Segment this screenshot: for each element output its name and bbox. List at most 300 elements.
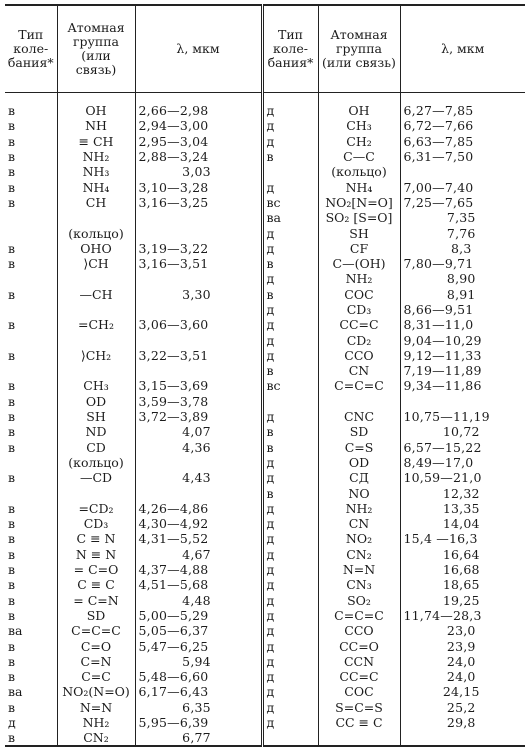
wavelength-right: 7,35 xyxy=(400,210,525,225)
header-wavelength-right: λ, мкм xyxy=(400,5,525,93)
header-type: Тип коле- бания* xyxy=(5,5,57,93)
atomic-group-left: =CH₂ xyxy=(57,317,135,332)
vibration-type-right: д xyxy=(262,593,318,608)
wavelength-right: 8,66—9,51 xyxy=(400,302,525,317)
atomic-group-right: CH₃ xyxy=(318,118,400,133)
vibration-type-left: в xyxy=(8,470,16,486)
wavelength-left: 3,16—3,25 xyxy=(135,195,262,210)
wavelength-left: 4,36 xyxy=(135,440,262,455)
vibration-type-right: д xyxy=(262,669,318,684)
vibration-type-right: д xyxy=(262,531,318,546)
wavelength-right xyxy=(400,730,525,746)
atomic-group-left xyxy=(57,271,135,286)
table-row xyxy=(5,684,525,699)
wavelength-right xyxy=(400,394,525,409)
wavelength-left: 2,94—3,00 xyxy=(135,118,262,133)
atomic-group-right: SO₂ xyxy=(318,593,400,608)
atomic-group-right: CN₃ xyxy=(318,577,400,592)
table-row xyxy=(5,179,525,194)
vibration-type-right: д xyxy=(262,455,318,470)
wavelength-left: 4,37—4,88 xyxy=(135,562,262,577)
vibration-type-right: в xyxy=(262,149,318,164)
atomic-group-left: CD xyxy=(57,440,135,455)
wavelength-left: 5,94 xyxy=(135,654,262,669)
vibration-type-left xyxy=(5,302,57,317)
atomic-group-left xyxy=(57,485,135,500)
atomic-group-left: C=O xyxy=(57,638,135,653)
table-row xyxy=(5,363,525,378)
wavelength-right: 8,91 xyxy=(400,287,525,302)
atomic-group-left: ⟩CH xyxy=(57,256,135,271)
vibration-type-left: в xyxy=(8,424,16,440)
table-row xyxy=(5,164,525,179)
vibration-wavelength-table xyxy=(5,4,525,747)
vibration-type-right xyxy=(262,730,318,746)
atomic-group-right: CN₂ xyxy=(318,547,400,562)
wavelength-right: 8,3 xyxy=(400,241,525,256)
wavelength-right: 24,0 xyxy=(400,654,525,669)
atomic-group-right: CCO xyxy=(318,623,400,638)
wavelength-right: 24,0 xyxy=(400,669,525,684)
atomic-group-right: S=C=S xyxy=(318,700,400,715)
vibration-type-right: вс xyxy=(262,378,318,393)
vibration-type-right: д xyxy=(262,638,318,653)
vibration-type-right: д xyxy=(262,225,318,240)
vibration-type-right: д xyxy=(262,348,318,363)
vibration-type-right: д xyxy=(262,562,318,577)
wavelength-left xyxy=(135,363,262,378)
table-row xyxy=(5,455,525,470)
wavelength-left: 5,00—5,29 xyxy=(135,608,262,623)
wavelength-right: 25,2 xyxy=(400,700,525,715)
wavelength-right: 8,90 xyxy=(400,271,525,286)
vibration-type-right: д xyxy=(262,654,318,669)
atomic-group-left: —CD xyxy=(57,470,135,485)
table-row xyxy=(5,593,525,608)
vibration-type-right: д xyxy=(262,409,318,424)
atomic-group-right: (кольцо) xyxy=(318,164,400,179)
atomic-group-left xyxy=(57,363,135,378)
wavelength-right: 6,27—7,85 xyxy=(400,93,525,119)
wavelength-left: 3,59—3,78 xyxy=(135,394,262,409)
table-row xyxy=(5,210,525,225)
table-row xyxy=(5,638,525,653)
wavelength-right: 8,49—17,0 xyxy=(400,455,525,470)
atomic-group-right: СД xyxy=(318,470,400,485)
wavelength-right: 10,59—21,0 xyxy=(400,470,525,485)
vibration-type-left: в xyxy=(8,393,16,409)
atomic-group-right: CC=C xyxy=(318,669,400,684)
table-row xyxy=(5,440,525,455)
vibration-type-left: в xyxy=(8,531,16,547)
wavelength-right: 9,34—11,86 xyxy=(400,378,525,393)
vibration-type-right: д xyxy=(262,302,318,317)
atomic-group-left: ND xyxy=(57,424,135,439)
wavelength-left: 6,77 xyxy=(135,730,262,746)
table-row xyxy=(5,654,525,669)
table-row xyxy=(5,501,525,516)
vibration-type-left: в xyxy=(8,256,16,272)
atomic-group-left: NH₂ xyxy=(57,149,135,164)
vibration-type-left: в xyxy=(8,546,16,562)
wavelength-right: 12,32 xyxy=(400,485,525,500)
atomic-group-right: CN xyxy=(318,363,400,378)
atomic-group-left: = C=O xyxy=(57,562,135,577)
wavelength-right: 24,15 xyxy=(400,684,525,699)
atomic-group-left xyxy=(57,332,135,347)
vibration-type-left: в xyxy=(8,592,16,608)
wavelength-right: 9,12—11,33 xyxy=(400,348,525,363)
wavelength-right: 15,4 —16,3 xyxy=(400,531,525,546)
atomic-group-right: CD₂ xyxy=(318,332,400,347)
atomic-group-right: CC=C xyxy=(318,317,400,332)
atomic-group-left: = C=N xyxy=(57,593,135,608)
atomic-group-right: COC xyxy=(318,684,400,699)
wavelength-right: 23,9 xyxy=(400,638,525,653)
wavelength-right: 6,63—7,85 xyxy=(400,134,525,149)
wavelength-right: 9,04—10,29 xyxy=(400,332,525,347)
table-row xyxy=(5,256,525,271)
table-row xyxy=(5,271,525,286)
wavelength-right: 7,25—7,65 xyxy=(400,195,525,210)
atomic-group-right: CCO xyxy=(318,348,400,363)
table-row xyxy=(5,470,525,485)
atomic-group-right: SD xyxy=(318,424,400,439)
vibration-type-left: в xyxy=(8,516,16,532)
wavelength-right: 18,65 xyxy=(400,577,525,592)
atomic-group-right: SO₂ [S=O] xyxy=(318,210,400,225)
wavelength-right: 7,19—11,89 xyxy=(400,363,525,378)
vibration-type-right: д xyxy=(262,93,318,119)
vibration-type-right: д xyxy=(262,134,318,149)
atomic-group-right: CN xyxy=(318,516,400,531)
atomic-group-left: NH₂ xyxy=(57,715,135,730)
atomic-group-left: NH₄ xyxy=(57,179,135,194)
wavelength-left: 6,17—6,43 xyxy=(135,684,262,699)
wavelength-right: 14,04 xyxy=(400,516,525,531)
vibration-type-right: ва xyxy=(262,210,318,225)
wavelength-left: 3,03 xyxy=(135,164,262,179)
atomic-group-right: C=C=C xyxy=(318,378,400,393)
vibration-type-left xyxy=(5,210,57,225)
vibration-type-left: в xyxy=(8,286,16,302)
vibration-type-left: в xyxy=(8,103,16,119)
table-row xyxy=(5,715,525,730)
vibration-type-right: д xyxy=(262,241,318,256)
atomic-group-left: NH xyxy=(57,118,135,133)
table-row xyxy=(5,531,525,546)
atomic-group-left: OD xyxy=(57,394,135,409)
table-row xyxy=(5,93,525,119)
vibration-type-left: в xyxy=(8,562,16,578)
wavelength-left: 4,31—5,52 xyxy=(135,531,262,546)
vibration-type-left: в xyxy=(8,439,16,455)
table-row xyxy=(5,287,525,302)
vibration-type-left: в xyxy=(8,179,16,195)
wavelength-left: 6,35 xyxy=(135,700,262,715)
vibration-type-right: вс xyxy=(262,195,318,210)
vibration-type-left: в xyxy=(8,118,16,134)
wavelength-left xyxy=(135,332,262,347)
atomic-group-left: NH₃ xyxy=(57,164,135,179)
vibration-type-right: в xyxy=(262,256,318,271)
vibration-type-left: д xyxy=(8,715,16,731)
wavelength-left xyxy=(135,225,262,240)
vibration-type-left: в xyxy=(8,653,16,669)
atomic-group-left: C ≡ C xyxy=(57,577,135,592)
vibration-type-right: д xyxy=(262,179,318,194)
header-group-right: Атомная группа (или связь) xyxy=(318,5,400,93)
wavelength-left: 5,95—6,39 xyxy=(135,715,262,730)
vibration-type-left xyxy=(5,363,57,378)
atomic-group-left: CN₂ xyxy=(57,730,135,746)
vibration-type-right: в xyxy=(262,424,318,439)
table-row xyxy=(5,669,525,684)
wavelength-right: 10,75—11,19 xyxy=(400,409,525,424)
vibration-type-right: д xyxy=(262,118,318,133)
table-row xyxy=(5,577,525,592)
vibration-type-right: д xyxy=(262,516,318,531)
wavelength-right: 6,31—7,50 xyxy=(400,149,525,164)
vibration-type-right: д xyxy=(262,547,318,562)
wavelength-left xyxy=(135,210,262,225)
wavelength-left: 4,07 xyxy=(135,424,262,439)
atomic-group-left: =CD₂ xyxy=(57,501,135,516)
wavelength-left: 5,47—6,25 xyxy=(135,638,262,653)
table-body xyxy=(5,93,525,747)
atomic-group-left: (кольцо) xyxy=(57,455,135,470)
header-wavelength: λ, мкм xyxy=(135,5,262,93)
wavelength-right: 29,8 xyxy=(400,715,525,730)
vibration-type-left: в xyxy=(8,194,16,210)
vibration-type-left: в xyxy=(8,409,16,425)
wavelength-left: 4,30—4,92 xyxy=(135,516,262,531)
vibration-type-left: в xyxy=(8,607,16,623)
atomic-group-right: NO₂[N=O] xyxy=(318,195,400,210)
atomic-group-right: NH₂ xyxy=(318,271,400,286)
wavelength-left: 4,51—5,68 xyxy=(135,577,262,592)
wavelength-right: 13,35 xyxy=(400,501,525,516)
atomic-group-right: NO₂ xyxy=(318,531,400,546)
atomic-group-left xyxy=(57,302,135,317)
vibration-type-right: д xyxy=(262,577,318,592)
atomic-group-right: CC ≡ C xyxy=(318,715,400,730)
wavelength-left: 3,06—3,60 xyxy=(135,317,262,332)
atomic-group-right: NO xyxy=(318,485,400,500)
atomic-group-left: SD xyxy=(57,608,135,623)
vibration-type-left: в xyxy=(8,133,16,149)
wavelength-right: 10,72 xyxy=(400,424,525,439)
atomic-group-left: ⟩CH₂ xyxy=(57,348,135,363)
wavelength-left xyxy=(135,455,262,470)
vibration-type-left xyxy=(5,455,57,470)
vibration-type-left: в xyxy=(8,347,16,363)
vibration-type-right xyxy=(262,394,318,409)
table-row xyxy=(5,378,525,393)
table-row xyxy=(5,225,525,240)
wavelength-left: 4,26—4,86 xyxy=(135,501,262,516)
table-row xyxy=(5,394,525,409)
vibration-type-right: д xyxy=(262,470,318,485)
vibration-type-left xyxy=(5,225,57,240)
wavelength-left: 3,15—3,69 xyxy=(135,378,262,393)
wavelength-left: 3,10—3,28 xyxy=(135,179,262,194)
wavelength-left: 3,19—3,22 xyxy=(135,241,262,256)
vibration-type-left: в xyxy=(8,638,16,654)
vibration-type-right: д xyxy=(262,623,318,638)
atomic-group-right: NH₄ xyxy=(318,179,400,194)
vibration-type-left: в xyxy=(8,577,16,593)
table-row xyxy=(5,730,525,746)
wavelength-left: 2,88—3,24 xyxy=(135,149,262,164)
wavelength-left: 2,66—2,98 xyxy=(135,93,262,119)
wavelength-left: 2,95—3,04 xyxy=(135,134,262,149)
wavelength-right: 6,72—7,66 xyxy=(400,118,525,133)
atomic-group-left: C=C xyxy=(57,669,135,684)
atomic-group-left: CH xyxy=(57,195,135,210)
wavelength-right: 7,76 xyxy=(400,225,525,240)
vibration-type-left: в xyxy=(8,317,16,333)
atomic-group-right: C=C=C xyxy=(318,608,400,623)
atomic-group-left: C ≡ N xyxy=(57,531,135,546)
atomic-group-right xyxy=(318,394,400,409)
atomic-group-left: N ≡ N xyxy=(57,547,135,562)
atomic-group-right: C=S xyxy=(318,440,400,455)
table-row xyxy=(5,516,525,531)
vibration-type-right: д xyxy=(262,700,318,715)
atomic-group-left: C=C=C xyxy=(57,623,135,638)
vibration-type-right: д xyxy=(262,715,318,730)
wavelength-left: 4,67 xyxy=(135,547,262,562)
table-row xyxy=(5,485,525,500)
wavelength-right: 6,57—15,22 xyxy=(400,440,525,455)
vibration-type-left: в xyxy=(8,699,16,715)
table-row xyxy=(5,134,525,149)
wavelength-left: 4,48 xyxy=(135,593,262,608)
atomic-group-right: CD₃ xyxy=(318,302,400,317)
vibration-type-right: д xyxy=(262,317,318,332)
atomic-group-left: CH₃ xyxy=(57,378,135,393)
vibration-type-left: в xyxy=(8,500,16,516)
vibration-type-right: в xyxy=(262,287,318,302)
wavelength-right: 11,74—28,3 xyxy=(400,608,525,623)
table-row xyxy=(5,332,525,347)
vibration-type-left: в xyxy=(8,164,16,180)
header-group: Атомная группа (или связь) xyxy=(57,5,135,93)
wavelength-right: 19,25 xyxy=(400,593,525,608)
vibration-type-right: д xyxy=(262,501,318,516)
atomic-group-left: NO₂(N=O) xyxy=(57,684,135,699)
atomic-group-right: SH xyxy=(318,225,400,240)
vibration-type-left: в xyxy=(8,669,16,685)
atomic-group-right: COC xyxy=(318,287,400,302)
vibration-type-right xyxy=(262,164,318,179)
vibration-type-right: д xyxy=(262,332,318,347)
wavelength-right: 23,0 xyxy=(400,623,525,638)
vibration-type-left: ва xyxy=(8,623,23,639)
table-row xyxy=(5,195,525,210)
vibration-type-left xyxy=(5,332,57,347)
wavelength-left: 3,30 xyxy=(135,287,262,302)
vibration-type-left: в xyxy=(8,149,16,165)
vibration-type-left xyxy=(5,271,57,286)
table-row xyxy=(5,348,525,363)
atomic-group-right: N=N xyxy=(318,562,400,577)
table-row xyxy=(5,118,525,133)
atomic-group-right: CCN xyxy=(318,654,400,669)
wavelength-right: 8,31—11,0 xyxy=(400,317,525,332)
atomic-group-right: C—(OH) xyxy=(318,256,400,271)
header-type-right: Тип коле- бания* xyxy=(262,5,318,93)
vibration-type-left: в xyxy=(8,378,16,394)
vibration-type-right: в xyxy=(262,485,318,500)
wavelength-left xyxy=(135,271,262,286)
atomic-group-left: N=N xyxy=(57,700,135,715)
vibration-type-left: в xyxy=(8,240,16,256)
atomic-group-right: CF xyxy=(318,241,400,256)
wavelength-left: 4,43 xyxy=(135,470,262,485)
atomic-group-left: SH xyxy=(57,409,135,424)
wavelength-left xyxy=(135,302,262,317)
wavelength-left: 3,16—3,51 xyxy=(135,256,262,271)
atomic-group-left xyxy=(57,210,135,225)
atomic-group-right xyxy=(318,730,400,746)
table-row xyxy=(5,149,525,164)
atomic-group-right: CH₂ xyxy=(318,134,400,149)
atomic-group-right: NH₂ xyxy=(318,501,400,516)
atomic-group-left: —CH xyxy=(57,287,135,302)
vibration-type-right: д xyxy=(262,271,318,286)
atomic-group-left: OHO xyxy=(57,241,135,256)
header-row xyxy=(5,5,525,93)
atomic-group-right: OH xyxy=(318,93,400,119)
wavelength-left: 5,48—6,60 xyxy=(135,669,262,684)
wavelength-left: 3,22—3,51 xyxy=(135,348,262,363)
table-row xyxy=(5,317,525,332)
atomic-group-right: OD xyxy=(318,455,400,470)
wavelength-right: 7,00—7,40 xyxy=(400,179,525,194)
wavelength-left: 3,72—3,89 xyxy=(135,409,262,424)
table-row xyxy=(5,424,525,439)
atomic-group-left: CD₃ xyxy=(57,516,135,531)
table-row xyxy=(5,608,525,623)
vibration-type-right: в xyxy=(262,363,318,378)
atomic-group-left: ≡ CH xyxy=(57,134,135,149)
table-row xyxy=(5,302,525,317)
table-row xyxy=(5,241,525,256)
table-row xyxy=(5,547,525,562)
wavelength-right: 16,64 xyxy=(400,547,525,562)
atomic-group-right: CNC xyxy=(318,409,400,424)
vibration-type-left: ва xyxy=(8,684,23,700)
vibration-type-right: д xyxy=(262,684,318,699)
wavelength-right xyxy=(400,164,525,179)
atomic-group-left: OH xyxy=(57,93,135,119)
vibration-type-left xyxy=(5,485,57,500)
table-row xyxy=(5,700,525,715)
atomic-group-right: CC=O xyxy=(318,638,400,653)
wavelength-left: 5,05—6,37 xyxy=(135,623,262,638)
vibration-type-right: в xyxy=(262,440,318,455)
vibration-type-left: в xyxy=(5,730,57,746)
atomic-group-right: C—C xyxy=(318,149,400,164)
table-row xyxy=(5,623,525,638)
wavelength-right: 16,68 xyxy=(400,562,525,577)
vibration-type-right: д xyxy=(262,608,318,623)
table-row xyxy=(5,409,525,424)
wavelength-right: 7,80—9,71 xyxy=(400,256,525,271)
table-row xyxy=(5,562,525,577)
